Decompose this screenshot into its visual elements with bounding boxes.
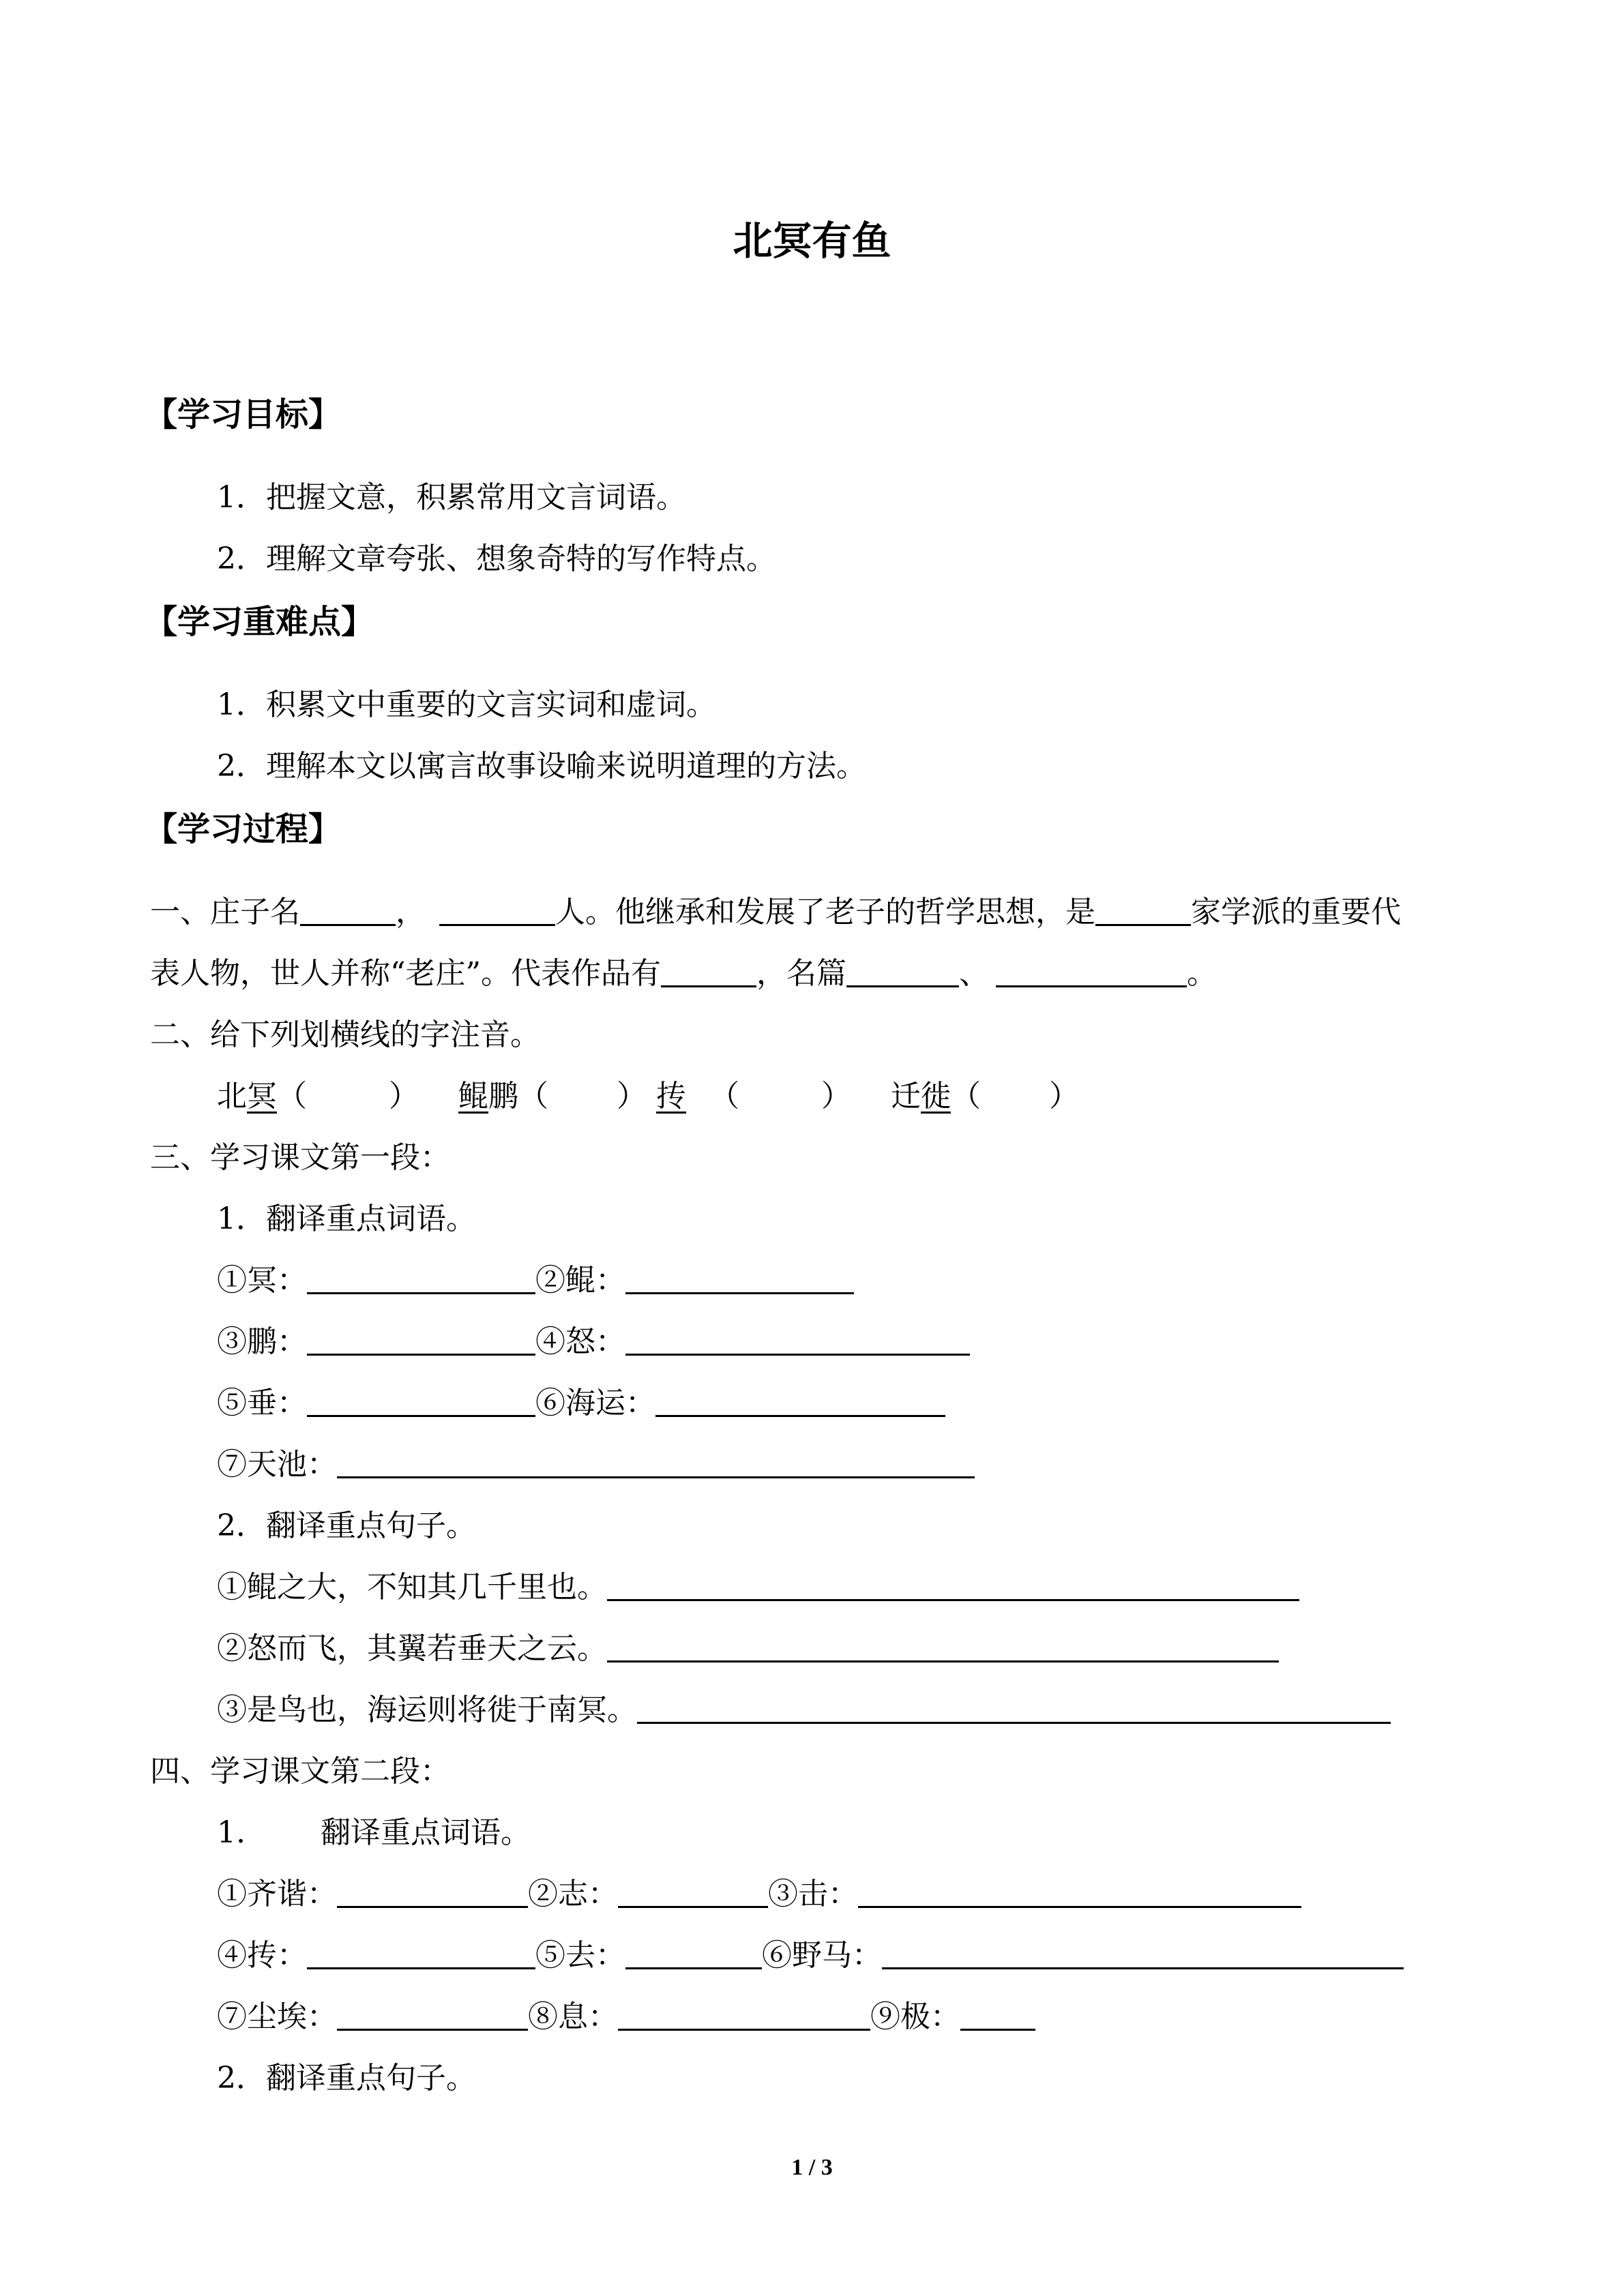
question-text: 家学派的重要代: [1191, 895, 1401, 929]
subquestion-title: 2．翻译重点句子。: [217, 1508, 476, 1543]
paren-open: （: [518, 1079, 548, 1114]
question-text: 表人物，世人并称“老庄”。代表作品有: [150, 956, 661, 991]
vocab-label: ②鲲：: [535, 1263, 625, 1298]
answer-blank[interactable]: [996, 958, 1187, 987]
vocab-row: [217, 1384, 945, 1422]
vocab-label: ①冥：: [217, 1263, 307, 1298]
answer-blank[interactable]: [960, 2001, 1035, 2031]
pinyin-word: 迁徙: [891, 1079, 951, 1114]
pinyin-word: 北冥: [217, 1079, 277, 1114]
answer-blank[interactable]: [439, 897, 555, 926]
answer-blank[interactable]: [337, 1449, 975, 1478]
paren-close: ）: [617, 1079, 647, 1114]
answer-blank[interactable]: [618, 1879, 768, 1908]
vocab-label: ④怒：: [535, 1324, 625, 1359]
answer-blank[interactable]: [307, 1388, 535, 1417]
answer-blank[interactable]: [625, 1265, 854, 1294]
answer-blank[interactable]: [337, 1879, 528, 1908]
sentence-row: [217, 1691, 1391, 1729]
question-text: 人。他继承和发展了老子的哲学思想，是: [555, 895, 1095, 929]
vocab-label: ⑧息：: [528, 1999, 618, 2034]
answer-blank[interactable]: [625, 1940, 762, 1969]
pinyin-word: 鲲鹏: [458, 1079, 518, 1114]
question-1-line-2: [150, 955, 1217, 993]
sentence-text: ③是鸟也，海运则将徙于南冥。: [217, 1693, 637, 1727]
answer-blank[interactable]: [307, 1326, 535, 1356]
question-text: 一、庄子名: [150, 895, 300, 929]
answer-blank[interactable]: [637, 1695, 1391, 1724]
vocab-label: ⑥野马：: [762, 1938, 882, 1973]
vocab-row: [217, 1262, 854, 1300]
answer-blank[interactable]: [625, 1326, 970, 1356]
sentence-row: [217, 1630, 1279, 1668]
answer-blank[interactable]: [307, 1265, 535, 1294]
answer-blank[interactable]: [1095, 897, 1191, 926]
vocab-row: [217, 1446, 975, 1484]
paren-close: ）: [389, 1079, 419, 1114]
answer-blank[interactable]: [337, 2001, 528, 2031]
vocab-label: ⑨极：: [870, 1999, 960, 2034]
vocab-label: ⑦天池：: [217, 1447, 337, 1482]
subquestion-title: [217, 1814, 531, 1852]
question-4-title: 四、学习课文第二段：: [150, 1754, 450, 1789]
vocab-row: [217, 1875, 1301, 1913]
subquestion-title: 2．翻译重点句子。: [217, 2061, 476, 2096]
answer-blank[interactable]: [618, 2001, 870, 2031]
question-text: 、: [959, 956, 989, 991]
answer-blank[interactable]: [846, 958, 959, 987]
vocab-label: ②志：: [528, 1877, 618, 1911]
paren-open: （: [277, 1079, 307, 1114]
question-text: 。: [1187, 956, 1217, 991]
question-text: ，名篇: [756, 956, 846, 991]
answer-blank[interactable]: [882, 1940, 1404, 1969]
answer-blank[interactable]: [607, 1633, 1279, 1663]
objective-item: 1．把握文意，积累常用文言词语。: [217, 480, 686, 515]
paren-open: （: [709, 1079, 739, 1114]
answer-blank[interactable]: [858, 1879, 1301, 1908]
objective-item: 2．理解文章夸张、想象奇特的写作特点。: [217, 541, 776, 576]
answer-blank[interactable]: [300, 897, 396, 926]
section-heading-objectives: 【学习目标】: [145, 396, 342, 434]
pinyin-word: 抟: [656, 1079, 686, 1114]
paren-close: ）: [821, 1079, 851, 1114]
answer-blank[interactable]: [607, 1572, 1299, 1601]
page-title: 北冥有鱼: [733, 218, 891, 264]
sentence-text: ②怒而飞，其翼若垂天之云。: [217, 1631, 607, 1666]
answer-blank[interactable]: [655, 1388, 945, 1417]
section-heading-keypoints: 【学习重难点】: [145, 603, 374, 641]
vocab-label: ④抟：: [217, 1938, 307, 1973]
subquestion-number: 1.: [217, 1815, 246, 1850]
vocab-label: ⑦尘埃：: [217, 1999, 337, 2034]
question-2-title: 二、给下列划横线的字注音。: [150, 1017, 540, 1052]
page-number: 1 / 3: [791, 2155, 833, 2180]
answer-blank[interactable]: [307, 1940, 535, 1969]
vocab-row: [217, 1998, 1035, 2036]
sentence-row: [217, 1568, 1299, 1607]
vocab-label: ③鹏：: [217, 1324, 307, 1359]
vocab-label: ⑤垂：: [217, 1386, 307, 1420]
keypoint-item: 2．理解本文以寓言故事设喻来说明道理的方法。: [217, 749, 866, 784]
subquestion-text: 翻译重点词语。: [320, 1815, 531, 1850]
vocab-row: [217, 1323, 970, 1361]
question-1-line-1: [150, 893, 1401, 931]
question-3-title: 三、学习课文第一段：: [150, 1140, 450, 1175]
section-heading-process: 【学习过程】: [145, 810, 342, 848]
vocab-row: [217, 1937, 1404, 1975]
sentence-text: ①鲲之大，不知其几千里也。: [217, 1570, 607, 1605]
answer-blank[interactable]: [661, 958, 756, 987]
keypoint-item: 1．积累文中重要的文言实词和虚词。: [217, 687, 716, 722]
vocab-label: ①齐谐：: [217, 1877, 337, 1911]
vocab-label: ③击：: [768, 1877, 858, 1911]
subquestion-title: 1．翻译重点词语。: [217, 1202, 476, 1236]
vocab-label: ⑥海运：: [535, 1386, 655, 1420]
question-text: ，: [396, 895, 426, 929]
pinyin-row: [217, 1077, 1079, 1116]
paren-close: ）: [1049, 1079, 1079, 1114]
vocab-label: ⑤去：: [535, 1938, 625, 1973]
paren-open: （: [951, 1079, 981, 1114]
